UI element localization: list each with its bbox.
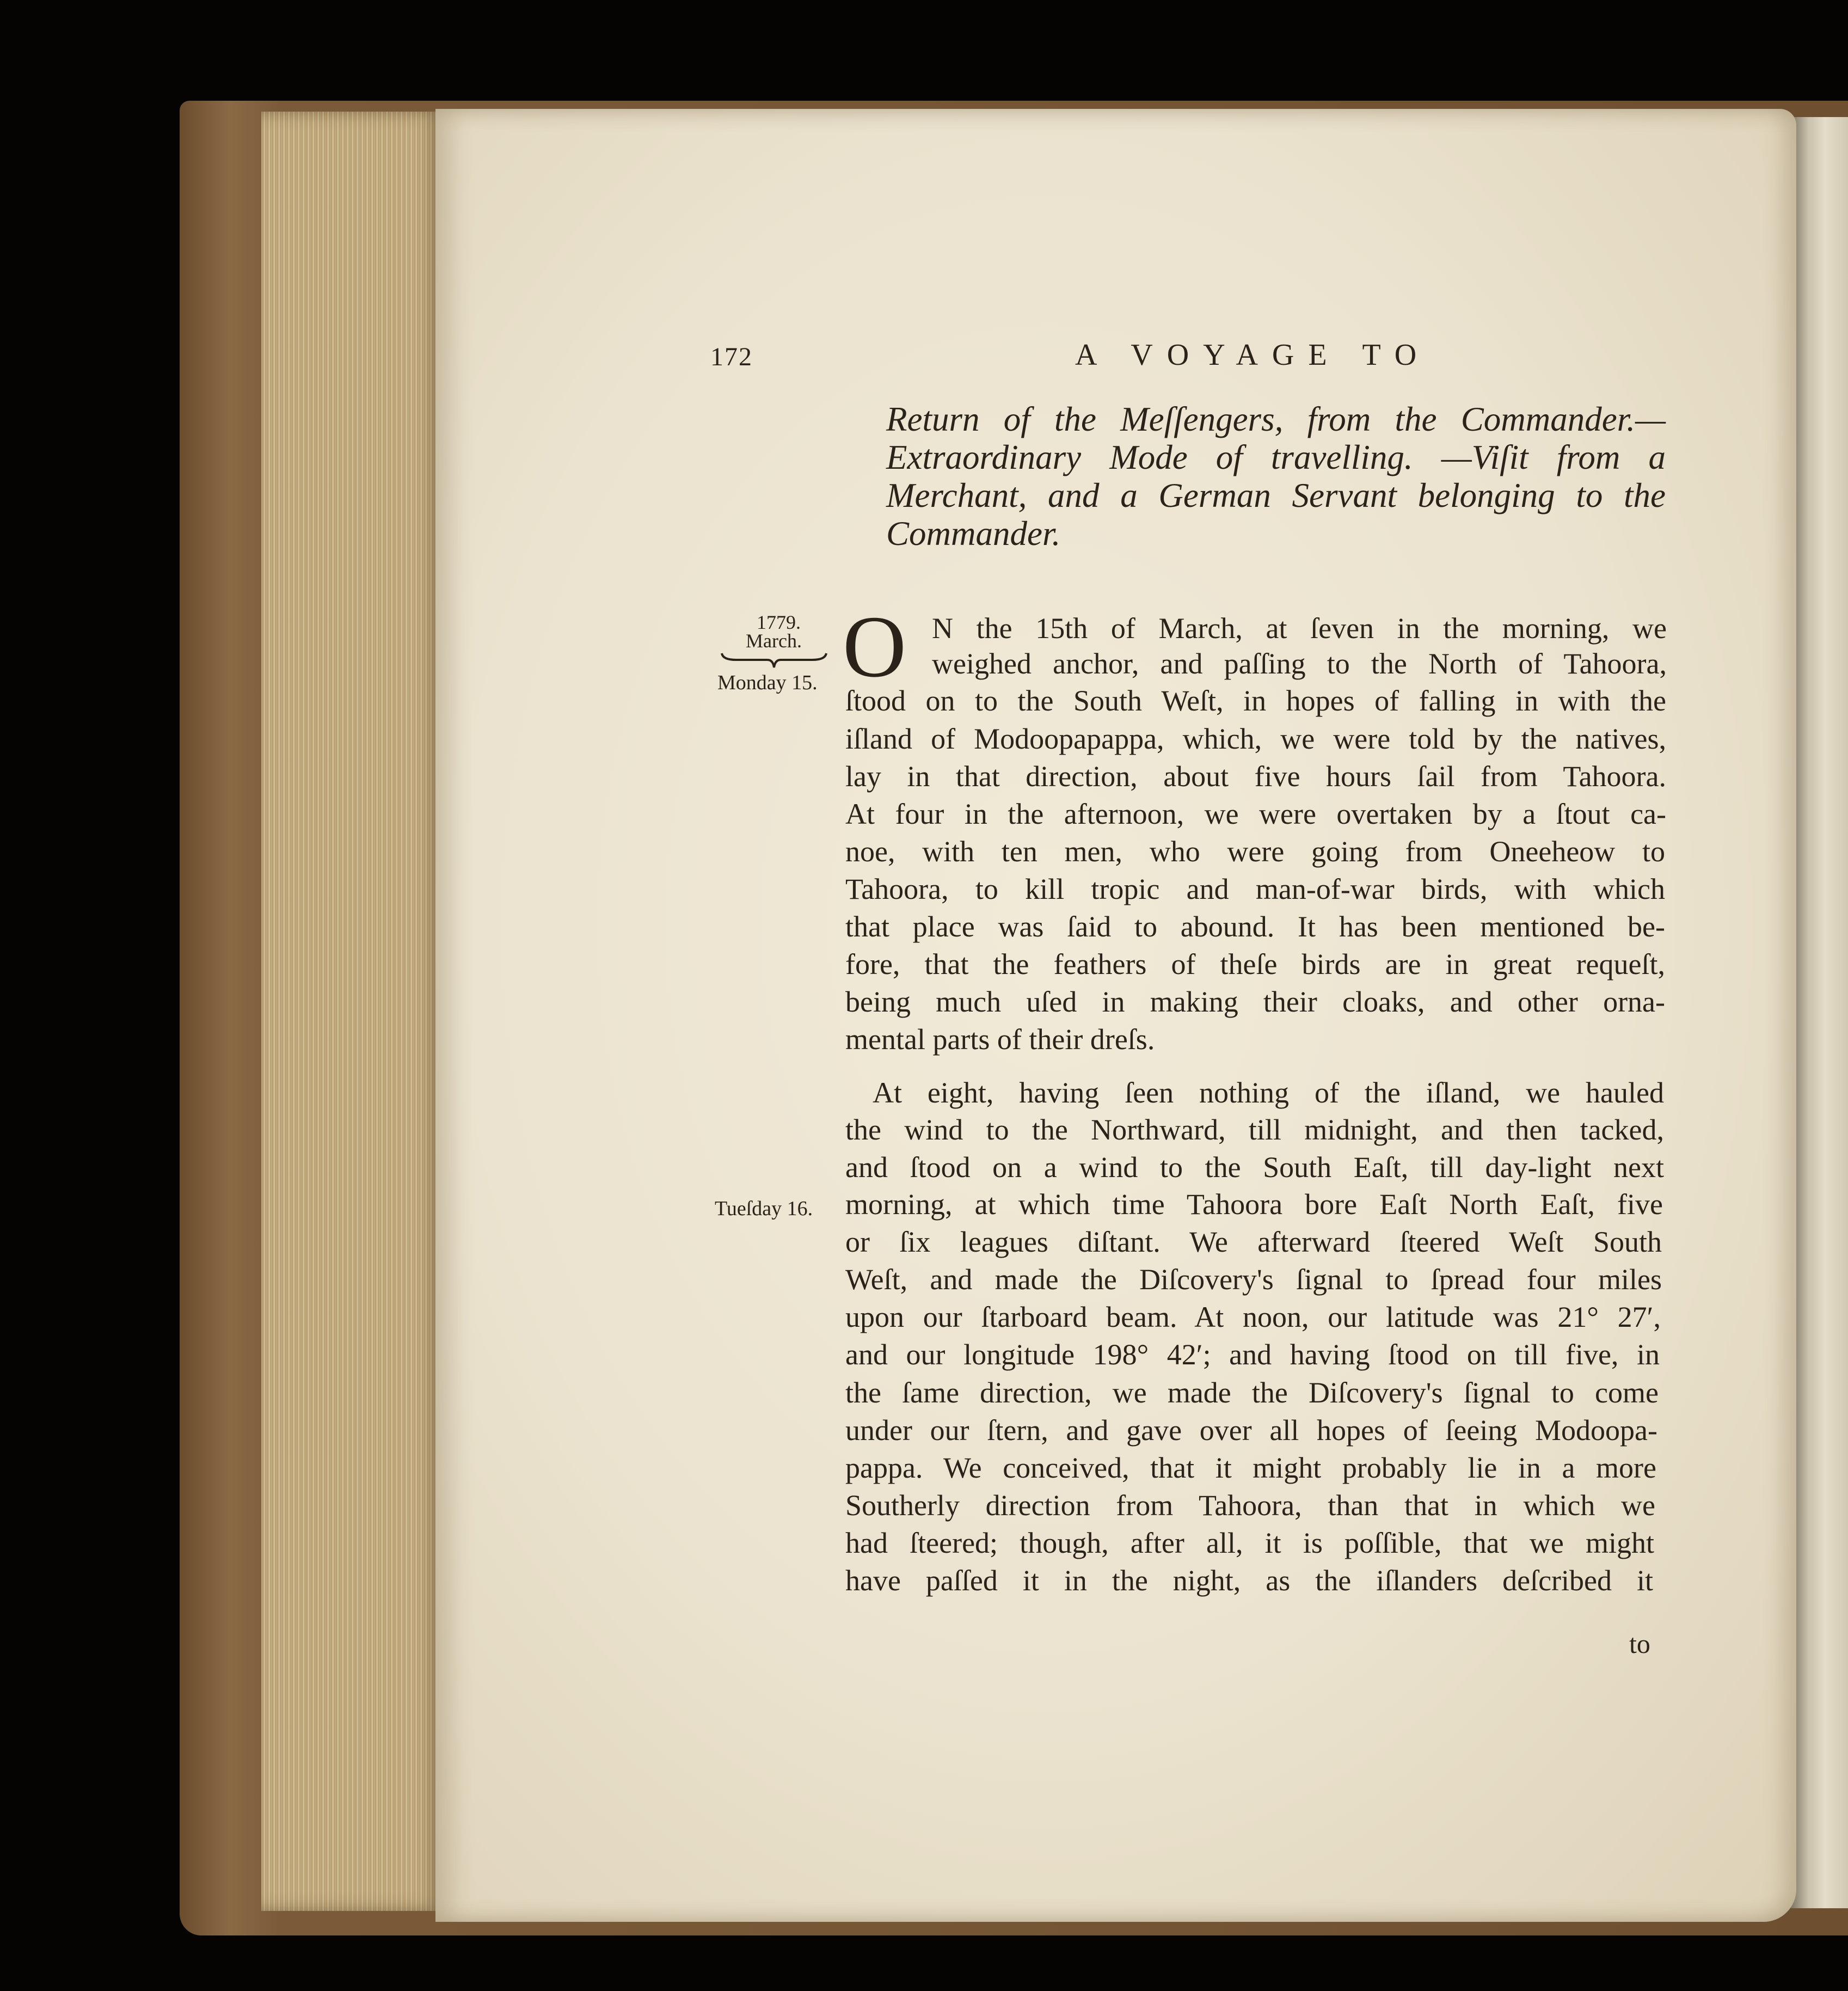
text-line: being much uſed in making their cloaks, and other orna- (845, 985, 1665, 1018)
summary-line: Return of the Meſſengers, from the Commander.— (886, 400, 1666, 438)
text-line: that place was ſaid to abound. It has been mentioned be- (845, 910, 1665, 943)
drop-cap: O (843, 598, 906, 696)
text-line: Southerly direction from Tahoora, than that in which we (845, 1489, 1655, 1522)
running-title: A VOYAGE TO (1075, 338, 1431, 372)
text-line: upon our ſtarboard beam. At noon, our latitude was 21° 27′, (845, 1301, 1661, 1333)
text-line: Tahoora, to kill tropic and man-of-war birds, with which (845, 873, 1665, 905)
summary-line: Commander. (886, 514, 1061, 553)
text-line: iſland of Modoopapappa, which, we were told by the natives, (845, 722, 1666, 755)
text-line: and our longitude 198° 42′; and having ſtood on till five, in (845, 1338, 1660, 1371)
text-line: weighed anchor, and paſſing to the North of Tahoora, (932, 647, 1667, 680)
catchword: to (1629, 1628, 1650, 1659)
chapter-summary (886, 400, 1666, 553)
text-line: and ſtood on a wind to the South Eaſt, till day-light next (845, 1151, 1664, 1184)
text-line: lay in that direction, about five hours ſail from Tahoora. (845, 760, 1666, 793)
text-line: At four in the afternoon, we were overtaken by a ſtout ca- (845, 798, 1666, 830)
text-line: fore, that the feathers of theſe birds are in great requeſt, (845, 948, 1665, 981)
text-line: ſtood on to the South Weſt, in hopes of falling in with the (845, 684, 1666, 717)
text-line: Weſt, and made the Diſcovery's ſignal to ſpread four miles (845, 1263, 1662, 1296)
text-line: noe, with ten men, who were going from Oneeheow to (845, 835, 1665, 868)
text-line: the wind to the Northward, till midnight, and then tacked, (845, 1113, 1664, 1146)
text-line: or ſix leagues diſtant. We afterward ſteered Weſt South (845, 1226, 1662, 1258)
summary-line: Merchant, and a German Servant belonging to the (886, 476, 1666, 514)
text-line: At eight, having ſeen nothing of the iſland, we hauled (873, 1076, 1664, 1109)
text-line: pappa. We conceived, that it might probably lie in a more (845, 1451, 1656, 1484)
text-line: have paſſed it in the night, as the iſlanders deſcribed it (845, 1564, 1653, 1597)
text-line: had ſteered; though, after all, it is poſſible, that we might (845, 1527, 1654, 1559)
margin-date-tuesday: Tueſday 16. (715, 1197, 813, 1220)
text-line: morning, at which time Tahoora bore Eaſt North Eaſt, five (845, 1188, 1663, 1221)
facing-page-edge (1791, 117, 1848, 1908)
margin-month: March. (746, 630, 802, 652)
text-line: mental parts of their dreſs. (845, 1023, 1155, 1056)
summary-line: Extraordinary Mode of travelling. —Viſit from a (886, 438, 1666, 476)
text-line: the ſame direction, we made the Diſcovery's ſignal to come (845, 1376, 1659, 1409)
page-number: 172 (710, 342, 753, 371)
margin-year: 1779. (757, 611, 801, 633)
text-line: N the 15th of March, at ſeven in the morning, we (932, 612, 1667, 645)
margin-brace (720, 651, 828, 670)
margin-date-monday: Monday 15. (717, 671, 818, 694)
page-edges (261, 112, 444, 1911)
text-line: under our ſtern, and gave over all hopes of ſeeing Modoopa- (845, 1414, 1657, 1447)
